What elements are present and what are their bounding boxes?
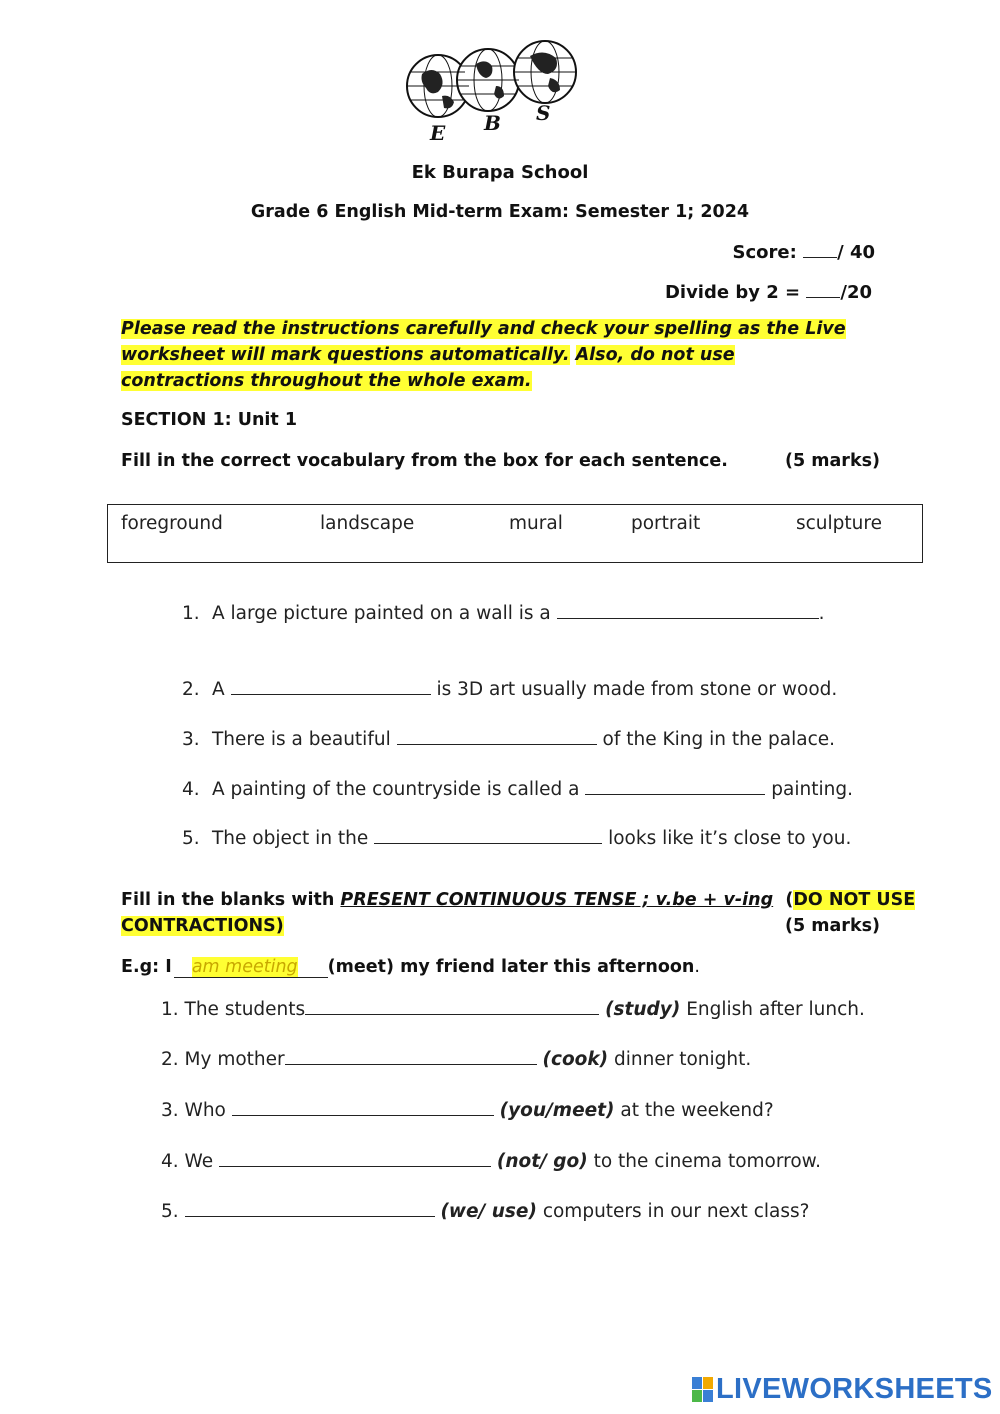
section2-marks: (5 marks) — [785, 916, 880, 936]
section2-task: Fill in the blanks with PRESENT CONTINUOUS TENSE ; v.be + v-ing (DO NOT USE — [121, 890, 916, 910]
divide-label: Divide by 2 = — [664, 282, 801, 303]
tense-answer-2[interactable] — [285, 1046, 537, 1065]
tense-answer-3[interactable] — [232, 1097, 494, 1116]
liveworksheets-brand[interactable] — [692, 1373, 993, 1406]
tense-question-1: 1. The students (study) English after lunch. — [161, 996, 865, 1020]
school-name: Ek Burapa School — [411, 162, 589, 183]
word-mural: mural — [509, 513, 563, 534]
vocab-question-3: 3. There is a beautiful of the King in the palace. — [182, 726, 835, 750]
tense-name: PRESENT CONTINUOUS TENSE ; v.be + v-ing — [340, 890, 774, 910]
school-logo — [400, 34, 590, 146]
vocab-answer-1[interactable] — [557, 600, 819, 619]
logo-letter-e: E — [430, 121, 446, 145]
tense-answer-5[interactable] — [185, 1198, 435, 1217]
section1-heading: SECTION 1: Unit 1 — [121, 410, 298, 430]
logo-letter-s: S — [536, 101, 551, 125]
vocab-question-5: 5. The object in the looks like it’s close to you. — [182, 825, 851, 849]
instructions-part2: Also, do not use contractions throughout the whole exam. — [121, 345, 735, 391]
divide-blank[interactable] — [806, 281, 840, 298]
score-blank[interactable] — [803, 241, 837, 258]
section2-warning-cont — [121, 916, 284, 936]
section1-task: Fill in the correct vocabulary from the box for each sentence. — [121, 451, 728, 471]
tense-question-4: 4. We (not/ go) to the cinema tomorrow. — [161, 1148, 821, 1172]
example-sentence: E.g: I am meeting (meet) my friend later this afternoon. — [121, 957, 700, 977]
exam-title: Grade 6 English Mid-term Exam: Semester 1; 2024 — [250, 202, 750, 222]
example-answer: am meeting — [191, 957, 298, 977]
vocab-question-2: 2. A is 3D art usually made from stone or wood. — [182, 676, 837, 700]
tense-question-3: 3. Who (you/meet) at the weekend? — [161, 1097, 774, 1121]
word-foreground: foreground — [121, 513, 223, 534]
instructions-part1: Please read the instructions carefully and check your spelling as the Live worksheet will mark questions automatically. — [121, 319, 846, 365]
vocab-answer-2[interactable] — [231, 676, 431, 695]
warning-line2: CONTRACTIONS) — [121, 916, 284, 936]
vocab-question-1: 1. A large picture painted on a wall is a . — [182, 600, 825, 624]
tense-question-2: 2. My mother (cook) dinner tonight. — [161, 1046, 751, 1070]
word-sculpture: sculpture — [796, 513, 882, 534]
word-landscape: landscape — [320, 513, 415, 534]
word-portrait: portrait — [631, 513, 701, 534]
divide-total: /20 — [840, 282, 872, 303]
tense-answer-1[interactable] — [305, 996, 599, 1015]
divide-line — [665, 281, 872, 303]
vocab-answer-3[interactable] — [397, 726, 597, 745]
vocab-question-4: 4. A painting of the countryside is called a painting. — [182, 776, 853, 800]
warning-line1: DO NOT USE — [793, 890, 916, 910]
score-label: Score: — [732, 242, 797, 263]
section1-marks: (5 marks) — [785, 451, 880, 471]
globes-logo-image — [400, 34, 590, 146]
tense-question-5: 5. (we/ use) computers in our next class? — [161, 1198, 809, 1222]
liveworksheets-icon — [692, 1377, 714, 1403]
score-total: / 40 — [837, 242, 875, 263]
score-line — [733, 241, 875, 263]
tense-answer-4[interactable] — [219, 1148, 491, 1167]
vocab-answer-4[interactable] — [585, 776, 765, 795]
instructions — [121, 316, 861, 394]
logo-letter-b: B — [484, 111, 501, 135]
vocab-answer-5[interactable] — [374, 825, 602, 844]
liveworksheets-text: LIVEWORKSHEETS — [716, 1373, 993, 1405]
